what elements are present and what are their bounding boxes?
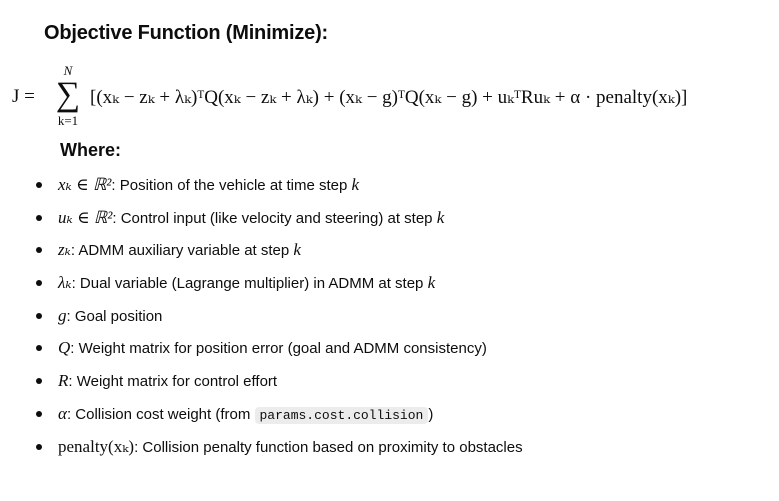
- definition-item-u: [0, 205, 779, 238]
- definition-symbol: Q: [58, 338, 71, 358]
- definition-symbol: λₖ: [58, 273, 72, 293]
- sum-upper-limit: N: [63, 63, 73, 78]
- definition-symbol: R: [58, 371, 69, 391]
- objective-heading: Objective Function (Minimize):: [44, 22, 329, 44]
- definition-text: : ADMM auxiliary variable at step: [70, 242, 294, 260]
- definition-text: : Collision penalty function based on proximity to obstacles: [134, 438, 523, 456]
- definition-step-var: k: [351, 175, 360, 194]
- definition-item-g: [0, 303, 779, 336]
- bullet-icon: [36, 280, 42, 286]
- bullet-icon: [36, 345, 42, 351]
- definition-text: : Position of the vehicle at time step: [111, 177, 352, 194]
- definition-symbol: uₖ ∈ ℝ²: [58, 207, 113, 227]
- bullet-icon: [36, 215, 42, 221]
- bullet-icon: [36, 411, 42, 417]
- definition-symbol: α: [58, 403, 67, 423]
- definition-symbol: g: [58, 305, 67, 325]
- definition-step-var: k: [436, 207, 445, 227]
- bullet-icon: [36, 444, 42, 450]
- definitions-list: [0, 172, 779, 466]
- bullet-icon: [36, 247, 42, 253]
- definition-step-var: k: [427, 273, 436, 293]
- definition-item-alpha: [0, 401, 779, 434]
- definition-item-x: [0, 172, 779, 205]
- formula-lhs: J =: [12, 86, 35, 107]
- sum-lower-limit: k=1: [57, 113, 79, 128]
- formula-body: [(xₖ − zₖ + λₖ)ᵀQ(xₖ − zₖ + λₖ) + (xₖ − g)ᵀQ(xₖ − g) + uₖᵀRuₖ + α · penalty(xₖ)]: [90, 87, 688, 108]
- definition-text: : Collision cost weight (from: [66, 405, 255, 423]
- definition-symbol: penalty(xₖ): [58, 436, 135, 456]
- code-snippet: params.cost.collision: [255, 407, 429, 424]
- definition-text: : Dual variable (Lagrange multiplier) in ADMM at step: [71, 275, 428, 293]
- definition-item-z: [0, 237, 779, 270]
- bullet-icon: [36, 313, 42, 319]
- summation: [50, 64, 86, 128]
- definition-item-penalty: [0, 434, 779, 467]
- definition-item-q: [0, 335, 779, 368]
- sigma-symbol: ∑: [55, 76, 81, 113]
- definition-symbol: xₖ ∈ ℝ²: [58, 175, 112, 194]
- definition-text: : Control input (like velocity and steering) at step: [112, 209, 437, 227]
- definition-text: : Weight matrix for control effort: [68, 373, 278, 391]
- definition-item-lambda: [0, 270, 779, 303]
- definition-item-r: [0, 368, 779, 401]
- definition-text: : Weight matrix for position error (goal and ADMM consistency): [70, 340, 487, 358]
- bullet-icon: [36, 378, 42, 384]
- objective-formula: [12, 64, 777, 134]
- definition-text: : Goal position: [66, 307, 163, 325]
- definition-step-var: k: [293, 240, 301, 260]
- bullet-icon: [36, 182, 42, 188]
- definition-symbol: zₖ: [58, 240, 71, 260]
- where-label: Where:: [60, 140, 122, 160]
- definition-text-after: ): [428, 405, 434, 423]
